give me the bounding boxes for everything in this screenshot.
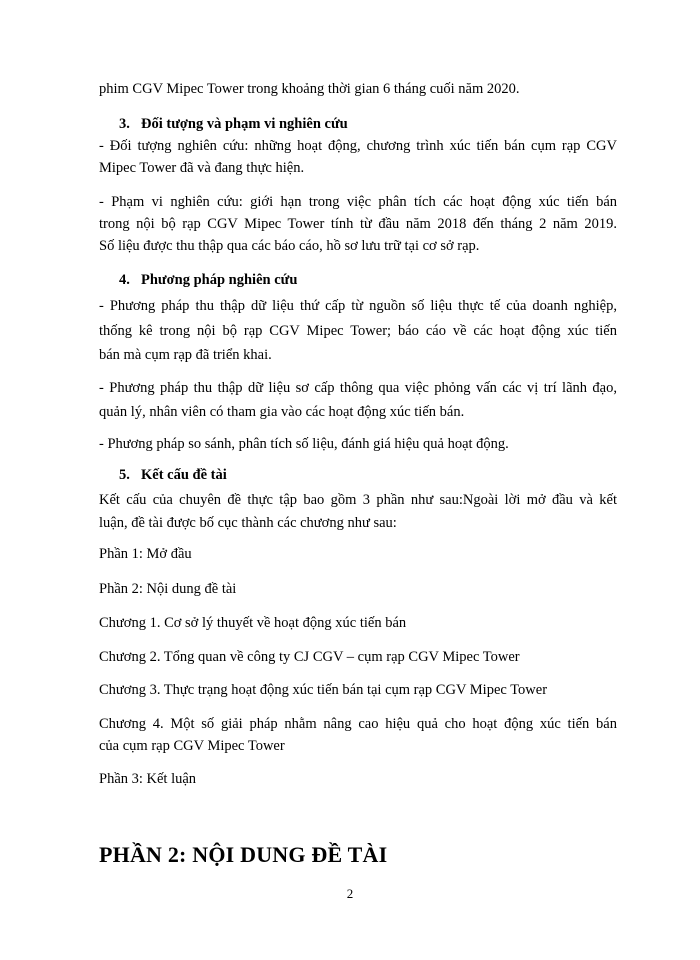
- paragraph-line: Mipec Tower đã và đang thực hiện.: [99, 160, 305, 176]
- heading-text: Kết cấu đề tài: [141, 467, 227, 483]
- paragraph-line: Phần 2: Nội dung đề tài: [99, 581, 237, 597]
- paragraph-line: Phần 1: Mở đầu: [99, 546, 192, 562]
- paragraph-line: thống kê trong nội bộ rạp CGV Mipec Tower; báo cáo về các hoạt động xúc tiến: [99, 323, 617, 339]
- paragraph-line: bán mà cụm rạp đã triển khai.: [99, 347, 272, 363]
- chapter-line: Chương 3. Thực trạng hoạt động xúc tiến bán tại cụm rạp CGV Mipec Tower: [99, 682, 548, 698]
- section-heading-3: [119, 115, 348, 133]
- chapter-line: Chương 4. Một số giải pháp nhằm nâng cao hiệu quả cho hoạt động xúc tiến bán: [99, 716, 617, 732]
- paragraph-line: Kết cấu của chuyên đề thực tập bao gồm 3 phần như sau:Ngoài lời mở đầu và kết: [99, 492, 617, 508]
- paragraph-line: - Phương pháp thu thập dữ liệu sơ cấp thông qua việc phỏng vấn các vị trí lãnh đạo,: [99, 380, 617, 396]
- page-number: 2: [346, 886, 354, 901]
- heading-text: Đối tượng và phạm vi nghiên cứu: [141, 116, 348, 132]
- chapter-line: Chương 1. Cơ sở lý thuyết về hoạt động xúc tiến bán: [99, 615, 407, 631]
- paragraph-line: - Phương pháp thu thập dữ liệu thứ cấp từ nguồn số liệu thực tế của doanh nghiệp,: [99, 298, 617, 314]
- paragraph-line: phim CGV Mipec Tower trong khoảng thời gian 6 tháng cuối năm 2020.: [99, 81, 520, 97]
- chapter-line: của cụm rạp CGV Mipec Tower: [99, 738, 285, 754]
- paragraph-line: - Phạm vi nghiên cứu: giới hạn trong việc phân tích các hoạt động xúc tiến bán: [99, 194, 617, 210]
- section-heading-4: [119, 271, 297, 289]
- paragraph-line: - Phương pháp so sánh, phân tích số liệu, đánh giá hiệu quả hoạt động.: [99, 436, 509, 452]
- chapter-line: Chương 2. Tổng quan về công ty CJ CGV – cụm rạp CGV Mipec Tower: [99, 649, 520, 665]
- heading-number: 3.: [119, 116, 130, 132]
- section-heading-5: [119, 466, 227, 484]
- paragraph-line: trong nội bộ rạp CGV Mipec Tower tính từ đầu năm 2018 đến tháng 2 năm 2019.: [99, 216, 617, 232]
- section-title: PHẦN 2: NỘI DUNG ĐỀ TÀI: [99, 842, 388, 867]
- heading-text: Phương pháp nghiên cứu: [141, 272, 298, 288]
- heading-number: 5.: [119, 467, 130, 483]
- paragraph-line: Số liệu được thu thập qua các báo cáo, hồ sơ lưu trữ tại cơ sở rạp.: [99, 238, 480, 254]
- paragraph-line: quản lý, nhân viên có tham gia vào các hoạt động xúc tiến bán.: [99, 404, 465, 420]
- heading-number: 4.: [119, 272, 130, 288]
- paragraph-line: luận, đề tài được bố cục thành các chương như sau:: [99, 515, 397, 531]
- paragraph-line: Phần 3: Kết luận: [99, 771, 197, 787]
- paragraph-line: - Đối tượng nghiên cứu: những hoạt động, chương trình xúc tiến bán cụm rạp CGV: [99, 138, 617, 154]
